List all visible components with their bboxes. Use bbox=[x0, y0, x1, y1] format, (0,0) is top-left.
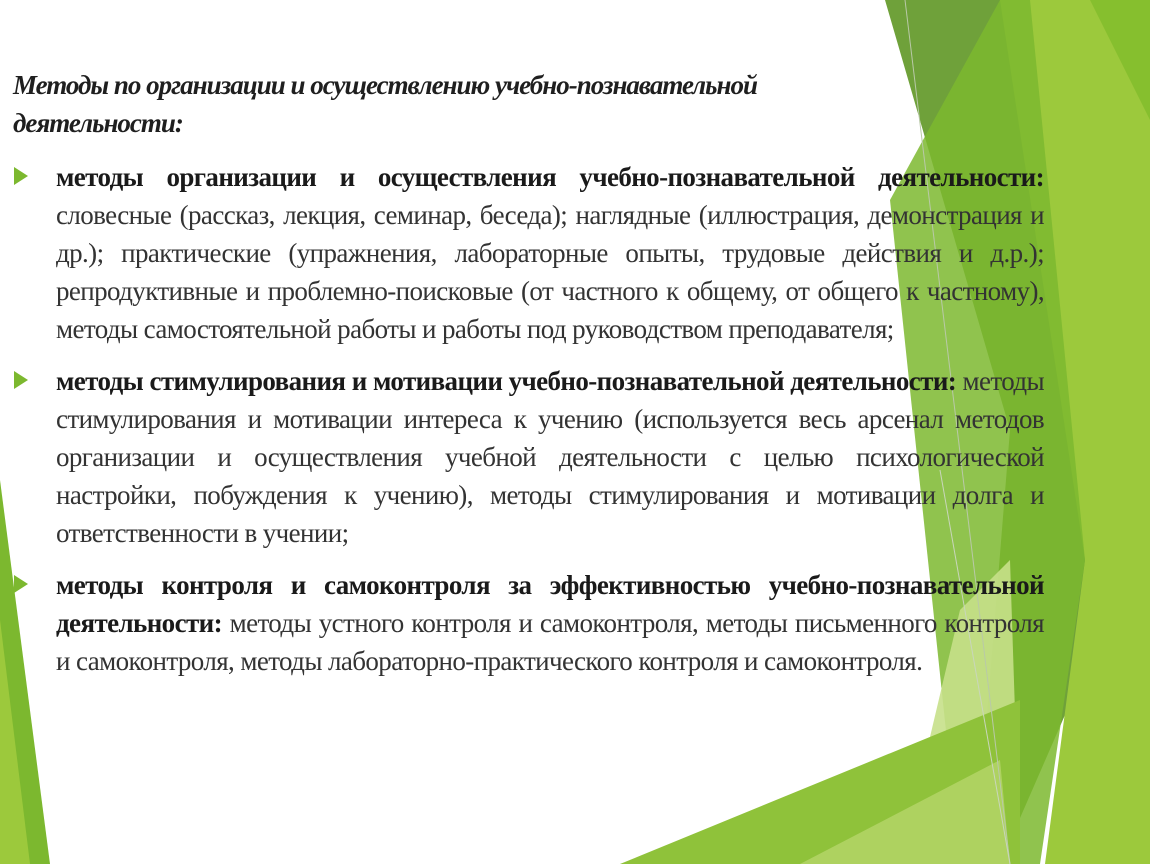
list-item bbox=[14, 566, 1044, 680]
triangle-bullet-icon bbox=[14, 575, 28, 593]
bullet-heading: методы стимулирования и мотивации учебно-познавательной деятельности: bbox=[56, 366, 957, 396]
bullet-heading: методы организации и осуществления учебно-познавательной деятельности: bbox=[56, 162, 1044, 192]
bullet-text bbox=[56, 158, 1044, 348]
triangle-bullet-icon bbox=[14, 371, 28, 389]
bullet-list bbox=[14, 158, 1044, 680]
bullet-body: методы устного контроля и самоконтроля, методы письменного контроля и самоконтроля, методы лабораторно-практического контроля и самоконтроля. bbox=[56, 608, 1044, 676]
triangle-bullet-icon bbox=[14, 167, 28, 185]
bullet-body: словесные (рассказ, лекция, семинар, беседа); наглядные (иллюстрация, демонстрация и др.); практические (упражнения, лабораторные опыты, трудовые действия и д.р.); репродуктивные и проблемно-поисковые (от частного к общему, от общего к частному), методы самостоятельной работы и работы под руководством преподавателя; bbox=[56, 200, 1044, 344]
bullet-text bbox=[56, 362, 1044, 552]
slide-title: Методы по организации и осуществлению учебно-познавательной деятельности: bbox=[13, 70, 757, 138]
bullet-body: методы стимулирования и мотивации интереса к учению (используется весь арсенал методов организации и осуществления учебной деятельности с целью психологической настройки, побуждения к учению), методы стимулирования и мотивации долга и ответственности в учении; bbox=[56, 366, 1044, 548]
list-item bbox=[14, 158, 1044, 348]
bullet-text bbox=[56, 566, 1044, 680]
list-item bbox=[14, 362, 1044, 552]
bullet-heading: методы контроля и самоконтроля за эффективностью учебно-познавательной деятельности: bbox=[56, 570, 1044, 638]
